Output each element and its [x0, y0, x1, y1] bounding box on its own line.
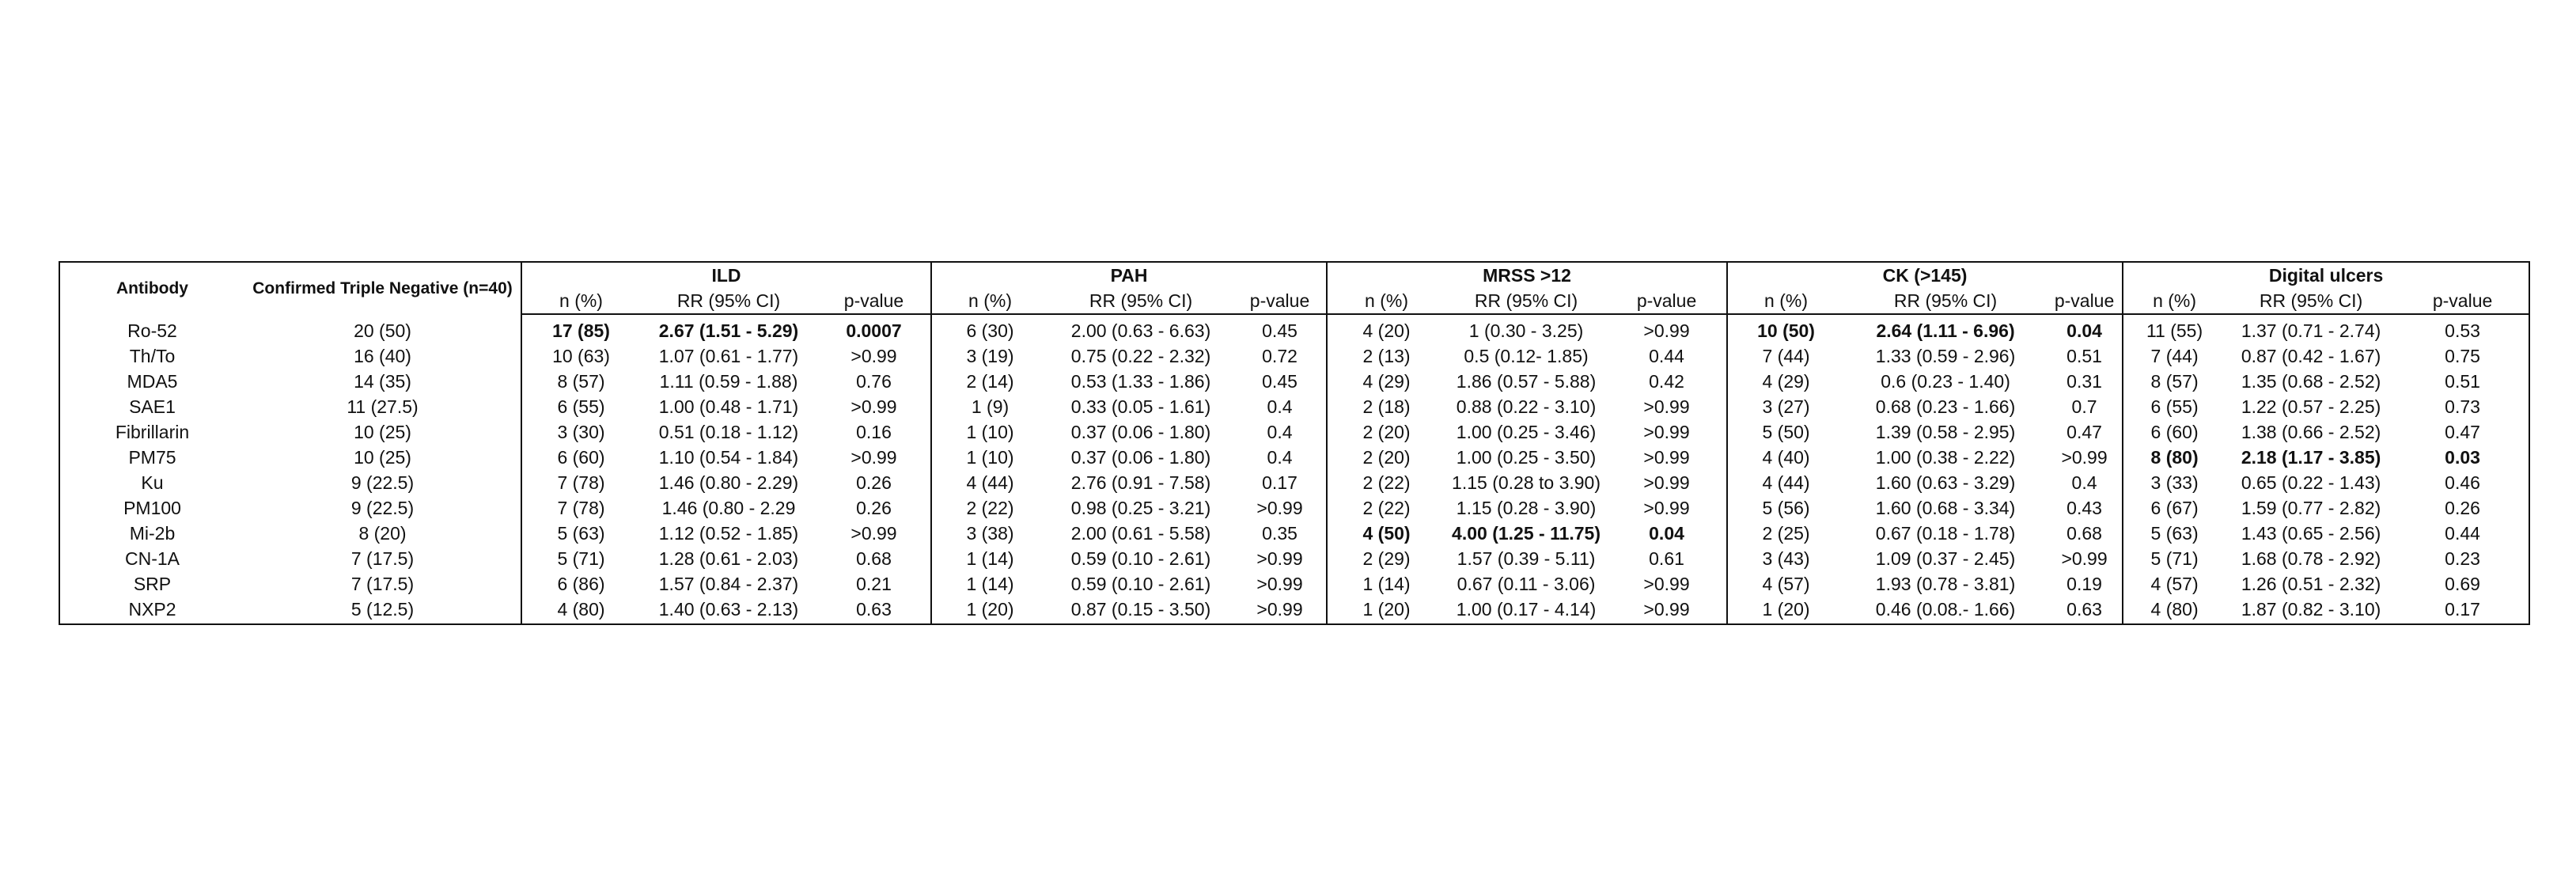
table-row	[59, 419, 2529, 445]
n-percent-cell: 7 (44)	[2150, 346, 2199, 366]
p-value-cell: 0.4	[1233, 394, 1327, 419]
rr-ci-cell: 0.75 (0.22 - 2.32)	[1070, 346, 1211, 366]
table-row	[59, 343, 2529, 369]
p-value-cell: >0.99	[1607, 597, 1727, 624]
group-header-mrss: MRSS >12	[1327, 262, 1727, 288]
rr-ci-cell: 0.88 (0.22 - 3.10)	[1456, 396, 1597, 417]
rr-ci-cell: 0.87 (0.15 - 3.50)	[1070, 599, 1211, 620]
p-value-cell: 0.73	[2445, 396, 2480, 417]
group-header-ck: CK (>145)	[1727, 262, 2123, 288]
antibody-cell: Ro-52	[127, 320, 177, 341]
sub-header-p: p-value	[817, 288, 931, 314]
triple-negative-cell: 16 (40)	[244, 343, 521, 369]
rr-ci-cell: 1.00 (0.38 - 2.22)	[1875, 447, 2016, 468]
rr-ci-cell: 2.67 (1.51 - 5.29)	[658, 320, 799, 341]
sub-header-rr: RR (95% CI)	[1048, 288, 1233, 314]
rr-ci-cell: 1.86 (0.57 - 5.88)	[1456, 371, 1597, 392]
rr-ci-cell: 0.59 (0.10 - 2.61)	[1070, 574, 1211, 594]
rr-ci-cell: 1.60 (0.63 - 3.29)	[1875, 472, 2016, 493]
sub-header-n: n (%)	[521, 288, 640, 314]
p-value-cell: 0.04	[2047, 314, 2123, 343]
antibody-cell: PM75	[128, 447, 176, 468]
table-row	[59, 521, 2529, 546]
sub-header-p: p-value	[2047, 288, 2123, 314]
rr-ci-cell: 1.57 (0.39 - 5.11)	[1457, 548, 1596, 569]
n-percent-cell: 4 (80)	[557, 599, 605, 620]
rr-ci-cell: 0.53 (1.33 - 1.86)	[1070, 371, 1211, 392]
table-body	[59, 314, 2529, 624]
p-value-cell: 0.46	[2445, 472, 2480, 493]
rr-ci-cell: 1.33 (0.59 - 2.96)	[1875, 346, 2016, 366]
p-value-cell: 0.51	[2047, 343, 2123, 369]
p-value-cell: >0.99	[1233, 495, 1327, 521]
rr-ci-cell: 0.65 (0.22 - 1.43)	[2241, 472, 2381, 493]
rr-ci-cell: 0.68 (0.23 - 1.66)	[1875, 396, 2016, 417]
rr-ci-cell: 1.68 (0.78 - 2.92)	[2241, 548, 2381, 569]
p-value-cell: >0.99	[1233, 571, 1327, 597]
rr-ci-cell: 1.46 (0.80 - 2.29	[661, 498, 796, 518]
n-percent-cell: 2 (22)	[966, 498, 1014, 518]
rr-ci-cell: 1.28 (0.61 - 2.03)	[658, 548, 799, 569]
n-percent-cell: 1 (10)	[966, 422, 1014, 442]
table-row	[59, 470, 2529, 495]
table-row	[59, 571, 2529, 597]
antibody-cell: CN-1A	[124, 548, 180, 569]
n-percent-cell: 4 (44)	[1762, 472, 1810, 493]
rr-ci-cell: 1.00 (0.17 - 4.14)	[1456, 599, 1597, 620]
p-value-cell: 0.51	[2445, 371, 2480, 392]
n-percent-cell: 2 (18)	[1362, 396, 1411, 417]
rr-ci-cell: 0.98 (0.25 - 3.21)	[1070, 498, 1211, 518]
p-value-cell: 0.63	[817, 597, 931, 624]
n-percent-cell: 7 (44)	[1762, 346, 1810, 366]
n-percent-cell: 10 (50)	[1757, 320, 1815, 341]
p-value-cell: 0.42	[1607, 369, 1727, 394]
n-percent-cell: 1 (14)	[966, 548, 1014, 569]
p-value-cell: 0.72	[1233, 343, 1327, 369]
n-percent-cell: 2 (20)	[1362, 422, 1411, 442]
p-value-cell: 0.26	[2445, 498, 2480, 518]
p-value-cell: 0.45	[1233, 314, 1327, 343]
n-percent-cell: 1 (10)	[966, 447, 1014, 468]
p-value-cell: 0.47	[2445, 422, 2480, 442]
p-value-cell: 0.53	[2445, 320, 2480, 341]
triple-negative-cell: 9 (22.5)	[244, 470, 521, 495]
p-value-cell: 0.43	[2047, 495, 2123, 521]
triple-negative-header: Confirmed Triple Negative (n=40)	[244, 262, 521, 314]
p-value-cell: 0.35	[1233, 521, 1327, 546]
table-row	[59, 495, 2529, 521]
rr-ci-cell: 4.00 (1.25 - 11.75)	[1452, 523, 1601, 544]
rr-ci-cell: 1.60 (0.68 - 3.34)	[1875, 498, 2016, 518]
triple-negative-cell: 5 (12.5)	[244, 597, 521, 624]
rr-ci-cell: 1.59 (0.77 - 2.82)	[2241, 498, 2381, 518]
p-value-cell: >0.99	[1233, 546, 1327, 571]
p-value-cell: 0.31	[2047, 369, 2123, 394]
p-value-cell: 0.26	[817, 495, 931, 521]
p-value-cell: 0.69	[2445, 574, 2480, 594]
rr-ci-cell: 1.00 (0.48 - 1.71)	[658, 396, 799, 417]
sub-header-n: n (%)	[1727, 288, 1844, 314]
n-percent-cell: 5 (56)	[1762, 498, 1810, 518]
p-value-cell: >0.99	[1607, 495, 1727, 521]
sub-header-p: p-value	[1607, 288, 1727, 314]
p-value-cell: 0.4	[2047, 470, 2123, 495]
n-percent-cell: 4 (29)	[1762, 371, 1810, 392]
rr-ci-cell: 0.51 (0.18 - 1.12)	[658, 422, 799, 442]
p-value-cell: >0.99	[1233, 597, 1327, 624]
n-percent-cell: 7 (78)	[557, 498, 605, 518]
table-row	[59, 394, 2529, 419]
n-percent-cell: 5 (50)	[1762, 422, 1810, 442]
rr-ci-cell: 1.93 (0.78 - 3.81)	[1875, 574, 2016, 594]
n-percent-cell: 2 (22)	[1362, 472, 1411, 493]
p-value-cell: 0.26	[817, 470, 931, 495]
p-value-cell: 0.19	[2047, 571, 2123, 597]
group-header-row	[59, 262, 2529, 288]
n-percent-cell: 4 (40)	[1762, 447, 1810, 468]
triple-negative-cell: 7 (17.5)	[244, 546, 521, 571]
n-percent-cell: 17 (85)	[552, 320, 610, 341]
antibody-cell: Fibrillarin	[115, 422, 190, 442]
p-value-cell: 0.44	[1607, 343, 1727, 369]
sub-header-p: p-value	[2396, 288, 2529, 314]
n-percent-cell: 11 (55)	[2146, 320, 2203, 341]
n-percent-cell: 4 (20)	[1362, 320, 1411, 341]
p-value-cell: 0.68	[2047, 521, 2123, 546]
p-value-cell: 0.44	[2445, 523, 2480, 544]
n-percent-cell: 2 (22)	[1362, 498, 1411, 518]
table-row	[59, 314, 2529, 343]
n-percent-cell: 6 (55)	[2150, 396, 2199, 417]
antibody-cell: Mi-2b	[129, 523, 176, 544]
rr-ci-cell: 1.00 (0.25 - 3.50)	[1456, 447, 1597, 468]
n-percent-cell: 4 (57)	[1762, 574, 1810, 594]
rr-ci-cell: 1.37 (0.71 - 2.74)	[2241, 320, 2381, 341]
p-value-cell: 0.68	[817, 546, 931, 571]
p-value-cell: 0.63	[2047, 597, 2123, 624]
rr-ci-cell: 0.87 (0.42 - 1.67)	[2241, 346, 2381, 366]
n-percent-cell: 5 (71)	[557, 548, 605, 569]
rr-ci-cell: 1.22 (0.57 - 2.25)	[2241, 396, 2381, 417]
rr-ci-cell: 1.10 (0.54 - 1.84)	[658, 447, 799, 468]
triple-negative-cell: 11 (27.5)	[244, 394, 521, 419]
p-value-cell: >0.99	[817, 343, 931, 369]
sub-header-rr: RR (95% CI)	[2226, 288, 2396, 314]
p-value-cell: >0.99	[1607, 445, 1727, 470]
triple-negative-cell: 14 (35)	[244, 369, 521, 394]
p-value-cell: 0.04	[1607, 521, 1727, 546]
triple-negative-cell: 20 (50)	[244, 314, 521, 343]
n-percent-cell: 4 (29)	[1362, 371, 1411, 392]
rr-ci-cell: 1 (0.30 - 3.25)	[1468, 320, 1584, 341]
n-percent-cell: 2 (13)	[1362, 346, 1411, 366]
n-percent-cell: 3 (27)	[1762, 396, 1810, 417]
p-value-cell: 0.75	[2445, 346, 2480, 366]
group-header-pah: PAH	[931, 262, 1327, 288]
rr-ci-cell: 1.43 (0.65 - 2.56)	[2241, 523, 2381, 544]
p-value-cell: >0.99	[817, 445, 931, 470]
p-value-cell: 0.4	[1233, 445, 1327, 470]
antibody-cell: Ku	[141, 472, 164, 493]
rr-ci-cell: 1.26 (0.51 - 2.32)	[2241, 574, 2381, 594]
n-percent-cell: 8 (80)	[2150, 447, 2199, 468]
rr-ci-cell: 2.00 (0.61 - 5.58)	[1070, 523, 1211, 544]
sub-header-rr: RR (95% CI)	[640, 288, 817, 314]
n-percent-cell: 6 (60)	[557, 447, 605, 468]
antibody-cell: MDA5	[127, 371, 178, 392]
table-row	[59, 597, 2529, 624]
n-percent-cell: 2 (29)	[1362, 548, 1411, 569]
n-percent-cell: 6 (67)	[2150, 498, 2199, 518]
rr-ci-cell: 1.46 (0.80 - 2.29)	[658, 472, 799, 493]
rr-ci-cell: 1.87 (0.82 - 3.10)	[2241, 599, 2381, 620]
rr-ci-cell: 1.38 (0.66 - 2.52)	[2241, 422, 2381, 442]
n-percent-cell: 1 (9)	[971, 396, 1010, 417]
table-row	[59, 369, 2529, 394]
n-percent-cell: 4 (50)	[1362, 523, 1411, 544]
n-percent-cell: 3 (19)	[966, 346, 1014, 366]
n-percent-cell: 6 (55)	[557, 396, 605, 417]
p-value-cell: 0.61	[1607, 546, 1727, 571]
p-value-cell: >0.99	[1607, 394, 1727, 419]
n-percent-cell: 3 (38)	[966, 523, 1014, 544]
results-table	[59, 261, 2530, 625]
p-value-cell: >0.99	[2047, 546, 2123, 571]
n-percent-cell: 10 (63)	[552, 346, 610, 366]
rr-ci-cell: 1.15 (0.28 - 3.90)	[1456, 498, 1597, 518]
antibody-cell: SRP	[133, 574, 172, 594]
p-value-cell: >0.99	[817, 394, 931, 419]
triple-negative-cell: 10 (25)	[244, 445, 521, 470]
p-value-cell: >0.99	[817, 521, 931, 546]
p-value-cell: 0.03	[2445, 447, 2480, 468]
rr-ci-cell: 0.46 (0.08.- 1.66)	[1875, 599, 2016, 620]
rr-ci-cell: 2.76 (0.91 - 7.58)	[1070, 472, 1211, 493]
n-percent-cell: 1 (20)	[966, 599, 1014, 620]
n-percent-cell: 1 (20)	[1762, 599, 1810, 620]
p-value-cell: 0.76	[817, 369, 931, 394]
n-percent-cell: 3 (30)	[557, 422, 605, 442]
rr-ci-cell: 1.40 (0.63 - 2.13)	[658, 599, 799, 620]
table-row	[59, 445, 2529, 470]
rr-ci-cell: 2.64 (1.11 - 6.96)	[1876, 320, 2015, 341]
antibody-cell: NXP2	[128, 599, 176, 620]
rr-ci-cell: 1.57 (0.84 - 2.37)	[658, 574, 799, 594]
rr-ci-cell: 1.07 (0.61 - 1.77)	[658, 346, 799, 366]
n-percent-cell: 1 (20)	[1362, 599, 1411, 620]
sub-header-rr: RR (95% CI)	[1445, 288, 1607, 314]
p-value-cell: >0.99	[1607, 470, 1727, 495]
antibody-cell: SAE1	[129, 396, 176, 417]
p-value-cell: >0.99	[1607, 419, 1727, 445]
n-percent-cell: 4 (80)	[2150, 599, 2199, 620]
n-percent-cell: 3 (33)	[2150, 472, 2199, 493]
rr-ci-cell: 0.37 (0.06 - 1.80)	[1070, 422, 1211, 442]
sub-header-p: p-value	[1233, 288, 1327, 314]
rr-ci-cell: 2.18 (1.17 - 3.85)	[2241, 447, 2381, 468]
n-percent-cell: 2 (20)	[1362, 447, 1411, 468]
group-header-digital-ulcers: Digital ulcers	[2268, 265, 2384, 286]
p-value-cell: 0.17	[2445, 599, 2480, 620]
n-percent-cell: 6 (30)	[966, 320, 1014, 341]
p-value-cell: 0.0007	[817, 314, 931, 343]
n-percent-cell: 2 (25)	[1762, 523, 1810, 544]
antibody-cell: Th/To	[129, 346, 176, 366]
n-percent-cell: 8 (57)	[557, 371, 605, 392]
sub-header-n: n (%)	[931, 288, 1048, 314]
p-value-cell: 0.16	[817, 419, 931, 445]
rr-ci-cell: 2.00 (0.63 - 6.63)	[1070, 320, 1211, 341]
p-value-cell: 0.17	[1233, 470, 1327, 495]
p-value-cell: 0.23	[2445, 548, 2480, 569]
p-value-cell: >0.99	[1607, 314, 1727, 343]
p-value-cell: >0.99	[2047, 445, 2123, 470]
p-value-cell: 0.21	[817, 571, 931, 597]
rr-ci-cell: 1.39 (0.58 - 2.95)	[1875, 422, 2016, 442]
n-percent-cell: 5 (71)	[2150, 548, 2199, 569]
p-value-cell: 0.45	[1233, 369, 1327, 394]
p-value-cell: 0.4	[1233, 419, 1327, 445]
n-percent-cell: 1 (14)	[1362, 574, 1411, 594]
n-percent-cell: 5 (63)	[2150, 523, 2199, 544]
rr-ci-cell: 0.67 (0.11 - 3.06)	[1457, 574, 1596, 594]
n-percent-cell: 4 (57)	[2150, 574, 2199, 594]
p-value-cell: >0.99	[1607, 571, 1727, 597]
rr-ci-cell: 1.00 (0.25 - 3.46)	[1456, 422, 1597, 442]
triple-negative-cell: 9 (22.5)	[244, 495, 521, 521]
group-header-ild: ILD	[521, 262, 931, 288]
n-percent-cell: 6 (86)	[557, 574, 605, 594]
p-value-cell: 0.47	[2047, 419, 2123, 445]
p-value-cell: 0.7	[2047, 394, 2123, 419]
rr-ci-cell: 1.35 (0.68 - 2.52)	[2241, 371, 2381, 392]
rr-ci-cell: 1.15 (0.28 to 3.90)	[1452, 472, 1601, 493]
sub-header-rr: RR (95% CI)	[1844, 288, 2047, 314]
n-percent-cell: 3 (43)	[1762, 548, 1810, 569]
n-percent-cell: 4 (44)	[966, 472, 1014, 493]
rr-ci-cell: 0.37 (0.06 - 1.80)	[1070, 447, 1211, 468]
n-percent-cell: 2 (14)	[966, 371, 1014, 392]
triple-negative-cell: 7 (17.5)	[244, 571, 521, 597]
table-row	[59, 546, 2529, 571]
rr-ci-cell: 1.09 (0.37 - 2.45)	[1875, 548, 2016, 569]
n-percent-cell: 1 (14)	[966, 574, 1014, 594]
n-percent-cell: 6 (60)	[2150, 422, 2199, 442]
antibody-header: Antibody	[116, 279, 188, 297]
sub-header-n: n (%)	[1327, 288, 1445, 314]
rr-ci-cell: 1.11 (0.59 - 1.88)	[659, 371, 798, 392]
n-percent-cell: 8 (57)	[2150, 371, 2199, 392]
antibody-cell: PM100	[123, 498, 181, 518]
n-percent-cell: 5 (63)	[557, 523, 605, 544]
triple-negative-cell: 10 (25)	[244, 419, 521, 445]
sub-header-n: n (%)	[2123, 288, 2226, 314]
rr-ci-cell: 0.5 (0.12- 1.85)	[1464, 346, 1589, 366]
rr-ci-cell: 1.12 (0.52 - 1.85)	[658, 523, 799, 544]
rr-ci-cell: 0.67 (0.18 - 1.78)	[1875, 523, 2016, 544]
rr-ci-cell: 0.33 (0.05 - 1.61)	[1070, 396, 1211, 417]
triple-negative-cell: 8 (20)	[244, 521, 521, 546]
rr-ci-cell: 0.59 (0.10 - 2.61)	[1070, 548, 1211, 569]
rr-ci-cell: 0.6 (0.23 - 1.40)	[1881, 371, 2010, 392]
n-percent-cell: 7 (78)	[557, 472, 605, 493]
